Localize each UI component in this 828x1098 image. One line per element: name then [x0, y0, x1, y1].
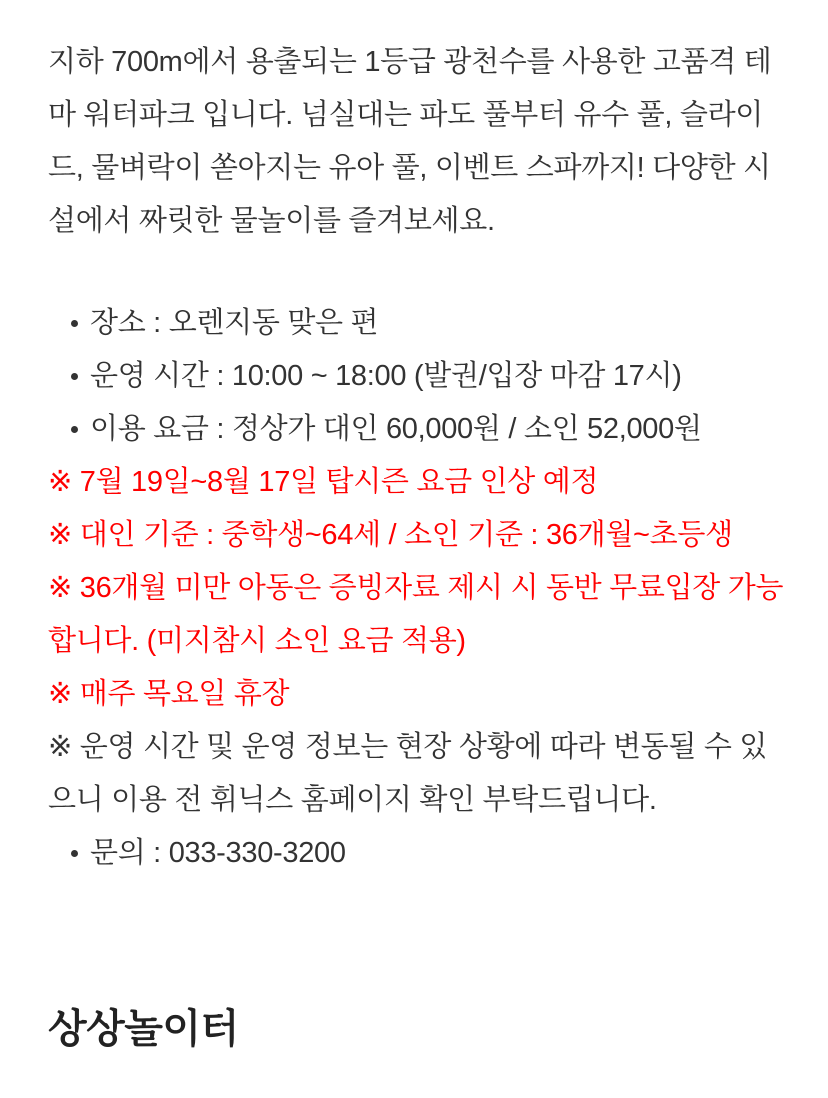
contact-list: [48, 827, 790, 880]
bullet-icon: [71, 320, 78, 327]
list-item-text: 장소 : 오렌지동 맞은 편: [90, 307, 379, 339]
list-item-location: [48, 297, 790, 350]
notice-peak-season: ※ 7월 19일~8월 17일 탑시즌 요금 인상 예정: [48, 466, 599, 498]
notice-age-criteria: ※ 대인 기준 : 중학생~64세 / 소인 기준 : 36개월~초등생: [48, 519, 733, 551]
list-item-hours: [48, 350, 790, 403]
notice-free-entry: ※ 36개월 미만 아동은 증빙자료 제시 시 동반 무료입장 가능합니다. (미지참시 소인 요금 적용): [48, 572, 784, 657]
list-item-contact: [48, 827, 790, 880]
waterpark-info-list: [48, 297, 790, 456]
bullet-icon: [71, 373, 78, 380]
notice-block: [48, 456, 790, 827]
list-item-price: [48, 403, 790, 456]
notice-closed-day: ※ 매주 목요일 휴장: [48, 678, 290, 710]
notice-schedule-change: ※ 운영 시간 및 운영 정보는 현장 상황에 따라 변동될 수 있으니 이용 전 휘닉스 홈페이지 확인 부탁드립니다.: [48, 731, 768, 816]
list-item-text: 이용 요금 : 정상가 대인 60,000원 / 소인 52,000원: [90, 413, 702, 445]
bullet-icon: [71, 850, 78, 857]
waterpark-description: 지하 700m에서 용출되는 1등급 광천수를 사용한 고품격 테마 워터파크 입니다. 넘실대는 파도 풀부터 유수 풀, 슬라이드, 물벼락이 쏟아지는 유아 풀, 이벤트 스파까지! 다양한 시설에서 짜릿한 물놀이를 즐겨보세요.: [48, 46, 772, 237]
bullet-icon: [71, 426, 78, 433]
list-item-text: 운영 시간 : 10:00 ~ 18:00 (발권/입장 마감 17시): [90, 360, 682, 392]
next-section-title: 상상놀이터: [48, 1007, 239, 1051]
contact-phone-text: 문의 : 033-330-3200: [90, 837, 346, 869]
